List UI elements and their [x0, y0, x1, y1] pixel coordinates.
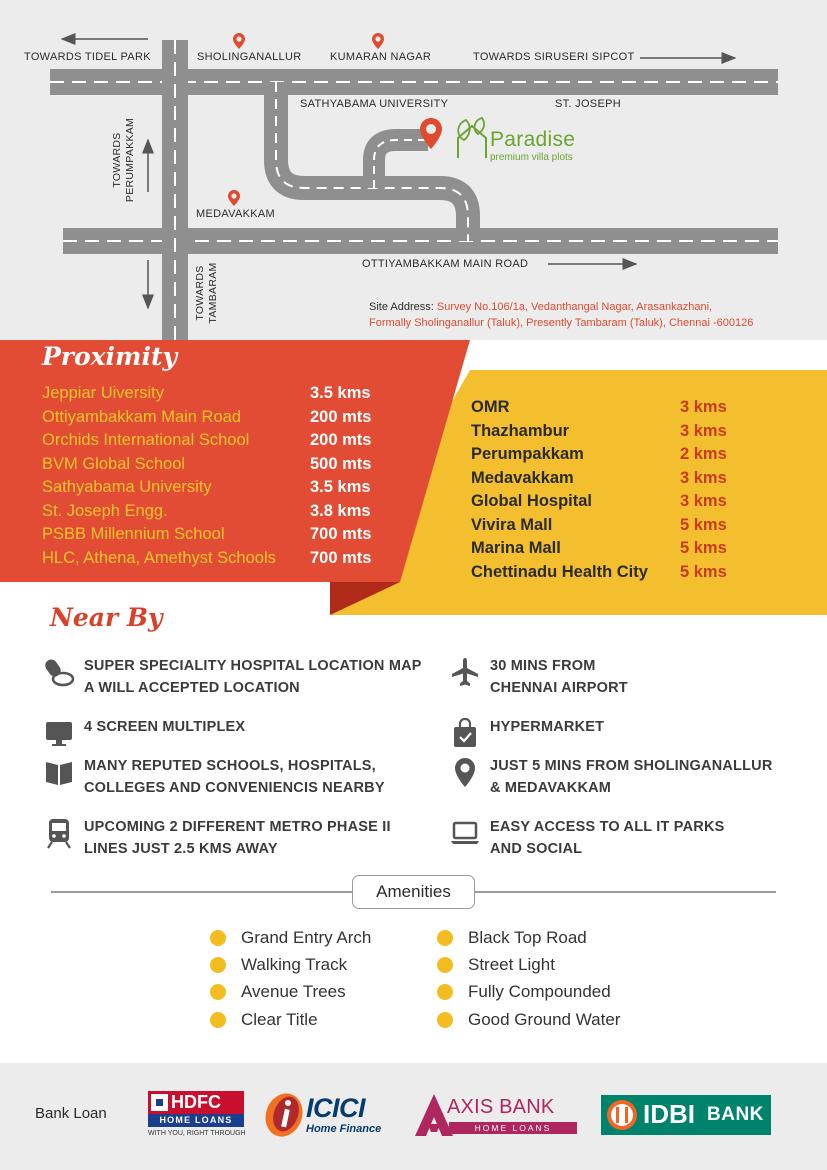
- amenity-item: [437, 1006, 620, 1033]
- place-name: Sathyabama University: [42, 478, 212, 497]
- place-name: Chettinadu Health City: [471, 562, 648, 581]
- monitor-icon: [42, 716, 76, 750]
- label-sathyabama: SATHYABAMA UNIVERSITY: [300, 98, 449, 110]
- proximity-row: [42, 453, 371, 477]
- nearby-line2: LINES JUST 2.5 KMS AWAY: [84, 841, 278, 857]
- nearby-line2: COLLEGES AND CONVENIENCIS NEARBY: [84, 780, 385, 796]
- location-map: [0, 0, 827, 340]
- site-address-line1: Survey No.106/1a, Vedanthangal Nagar, Arasankazhani,: [436, 301, 713, 313]
- place-distance: 200 mts: [310, 431, 372, 450]
- bullet-dot-icon: [437, 957, 453, 973]
- site-address: [369, 299, 753, 331]
- hdfc-tagline: WITH YOU, RIGHT THROUGH: [148, 1130, 246, 1137]
- bullet-dot-icon: [210, 984, 226, 1000]
- nearby-line2: AND SOCIAL: [490, 841, 583, 857]
- idbi-logo: [601, 1095, 771, 1135]
- icici-logo: [262, 1091, 398, 1139]
- place-distance: 700 mts: [310, 548, 372, 567]
- place-name: Medavakkam: [471, 468, 574, 487]
- place-name: Global Hospital: [471, 492, 593, 511]
- nearby-line1: 4 SCREEN MULTIPLEX: [84, 719, 246, 735]
- hdfc-logo: [148, 1091, 244, 1141]
- book-icon: [42, 755, 76, 789]
- shopping-bag-icon: [448, 716, 482, 750]
- place-distance: 5 kms: [680, 515, 727, 534]
- paradise-logo: [452, 116, 576, 169]
- nearby-item: [42, 755, 385, 799]
- site-location-pin-icon: [420, 118, 442, 149]
- label-kumaran-nagar: KUMARAN NAGAR: [330, 51, 432, 63]
- place-distance: 700 mts: [310, 525, 372, 544]
- idbi-suffix: BANK: [707, 1104, 764, 1125]
- nearby-line2: A WILL ACCEPTED LOCATION: [84, 680, 300, 696]
- proximity-row: [471, 490, 727, 514]
- label-ottiyambakkam-road: OTTIYAMBAKKAM MAIN ROAD: [362, 258, 529, 270]
- place-name: HLC, Athena, Amethyst Schools: [42, 548, 276, 567]
- brand-name: Paradise: [490, 128, 576, 151]
- proximity-row: [42, 500, 371, 524]
- nearby-item: [42, 716, 245, 750]
- place-name: Marina Mall: [471, 539, 561, 558]
- nearby-item: [448, 655, 628, 699]
- kumaran-nagar-pin-icon: [372, 33, 384, 49]
- bullet-dot-icon: [437, 984, 453, 1000]
- proximity-section: [0, 340, 827, 615]
- icici-emblem-icon: [262, 1091, 308, 1139]
- axis-name: AXIS BANK: [447, 1096, 555, 1118]
- place-name: Perumpakkam: [471, 445, 584, 464]
- nearby-line1: 30 MINS FROM: [490, 658, 596, 674]
- place-distance: 3.5 kms: [310, 384, 371, 403]
- label-towards-siruseri: TOWARDS SIRUSERI SIPCOT: [473, 51, 635, 63]
- place-name: Thazhambur: [471, 421, 570, 440]
- amenity-item: [437, 924, 620, 951]
- train-icon: [42, 816, 76, 850]
- site-address-label: Site Address:: [369, 301, 434, 313]
- place-distance: 3 kms: [680, 398, 727, 417]
- amenity-item: [210, 924, 371, 951]
- medavakkam-pin-icon: [228, 190, 240, 206]
- axis-sub: HOME LOANS: [449, 1122, 577, 1134]
- label-towards-tidel: TOWARDS TIDEL PARK: [24, 51, 151, 63]
- hdfc-sub: HOME LOANS: [148, 1114, 244, 1127]
- label-towards-tambaram: TOWARDS TAMBARAM: [194, 262, 219, 324]
- icici-name: ICICI: [306, 1093, 366, 1123]
- idbi-emblem-icon: [605, 1098, 639, 1132]
- nearby-line1: UPCOMING 2 DIFFERENT METRO PHASE II: [84, 819, 391, 835]
- label-towards-perumpakkam: TOWARDS PERUMPAKKAM: [111, 117, 136, 203]
- place-distance: 500 mts: [310, 454, 372, 473]
- amenities-title: Amenities: [352, 875, 475, 909]
- proximity-row: [471, 467, 727, 491]
- proximity-row: [42, 547, 371, 571]
- place-distance: 200 mts: [310, 407, 372, 426]
- proximity-row: [471, 420, 727, 444]
- place-distance: 3 kms: [680, 468, 727, 487]
- amenity-item: [437, 979, 620, 1006]
- bullet-dot-icon: [210, 1012, 226, 1028]
- place-name: Vivira Mall: [471, 515, 553, 534]
- proximity-row: [42, 523, 371, 547]
- idbi-name: IDBI: [643, 1099, 695, 1129]
- location-pin-icon: [448, 755, 482, 789]
- place-distance: 5 kms: [680, 539, 727, 558]
- hdfc-name: HDFC: [171, 1092, 221, 1112]
- place-name: Jeppiar Uiversity: [42, 384, 164, 403]
- place-name: BVM Global School: [42, 454, 186, 473]
- icici-sub: Home Finance: [306, 1123, 382, 1135]
- place-name: Ottiyambakkam Main Road: [42, 407, 241, 426]
- place-name: St. Joseph Engg.: [42, 501, 168, 520]
- leaf-house-icon: [452, 116, 492, 164]
- airplane-icon: [448, 655, 482, 689]
- amenity-item: [210, 1006, 371, 1033]
- amenities-list-left: [210, 924, 371, 1033]
- proximity-row: [471, 443, 727, 467]
- place-distance: 3 kms: [680, 492, 727, 511]
- proximity-row: [42, 382, 371, 406]
- proximity-list-right: [471, 396, 727, 584]
- nearby-item: [448, 816, 724, 860]
- bullet-dot-icon: [210, 957, 226, 973]
- site-address-line2: Formally Sholinganallur (Taluk), Presently Tambaram (Taluk), Chennai -600126: [369, 317, 754, 329]
- place-distance: 3 kms: [680, 421, 727, 440]
- proximity-row: [42, 476, 371, 500]
- brand-tagline: premium villa plots: [490, 152, 573, 163]
- nearby-item: [448, 755, 773, 799]
- amenity-label: Clear Title: [241, 1009, 318, 1029]
- label-sholinganallur: SHOLINGANALLUR: [197, 51, 302, 63]
- amenity-label: Fully Compounded: [468, 982, 611, 1002]
- place-distance: 5 kms: [680, 562, 727, 581]
- amenity-item: [437, 951, 620, 978]
- proximity-row: [471, 514, 727, 538]
- proximity-row: [471, 396, 727, 420]
- proximity-row: [42, 406, 371, 430]
- label-st-joseph: ST. JOSEPH: [555, 98, 621, 110]
- nearby-line2: & MEDAVAKKAM: [490, 780, 612, 796]
- amenity-item: [210, 979, 371, 1006]
- sholinganallur-pin-icon: [233, 33, 245, 49]
- place-distance: 3.8 kms: [310, 501, 371, 520]
- pills-icon: [42, 655, 76, 689]
- proximity-row: [42, 429, 371, 453]
- nearby-line1: MANY REPUTED SCHOOLS, HOSPITALS,: [84, 758, 376, 774]
- amenities-list-right: [437, 924, 620, 1033]
- nearby-line1: SUPER SPECIALITY HOSPITAL LOCATION MAP: [84, 658, 422, 674]
- amenity-label: Good Ground Water: [468, 1009, 621, 1029]
- nearby-line1: HYPERMARKET: [490, 719, 605, 735]
- proximity-list-left: [42, 382, 371, 570]
- amenity-label: Avenue Trees: [241, 982, 346, 1002]
- place-name: Orchids International School: [42, 431, 250, 450]
- axis-logo: [415, 1094, 579, 1138]
- nearby-line1: JUST 5 MINS FROM SHOLINGANALLUR: [490, 758, 773, 774]
- label-medavakkam: MEDAVAKKAM: [196, 208, 275, 220]
- bank-loan-section: [0, 1063, 827, 1170]
- place-distance: 3.5 kms: [310, 478, 371, 497]
- proximity-title: Proximity: [42, 342, 178, 371]
- place-distance: 2 kms: [680, 445, 727, 464]
- nearby-item: [42, 655, 422, 699]
- amenity-label: Walking Track: [241, 954, 348, 974]
- proximity-row: [471, 561, 727, 585]
- amenities-divider-right: [474, 891, 776, 893]
- amenity-label: Street Light: [468, 954, 555, 974]
- amenity-label: Grand Entry Arch: [241, 927, 372, 947]
- nearby-title: Near By: [50, 603, 163, 632]
- proximity-row: [471, 537, 727, 561]
- amenity-item: [210, 951, 371, 978]
- laptop-icon: [448, 816, 482, 850]
- nearby-line2: CHENNAI AIRPORT: [490, 680, 628, 696]
- amenities-divider-left: [51, 891, 353, 893]
- place-name: OMR: [471, 398, 510, 417]
- place-name: PSBB Millennium School: [42, 525, 225, 544]
- amenity-label: Black Top Road: [468, 927, 587, 947]
- bullet-dot-icon: [210, 930, 226, 946]
- bank-loan-label: Bank Loan: [35, 1105, 107, 1122]
- nearby-item: [448, 716, 604, 750]
- nearby-line1: EASY ACCESS TO ALL IT PARKS: [490, 819, 725, 835]
- nearby-item: [42, 816, 391, 860]
- bullet-dot-icon: [437, 930, 453, 946]
- bullet-dot-icon: [437, 1012, 453, 1028]
